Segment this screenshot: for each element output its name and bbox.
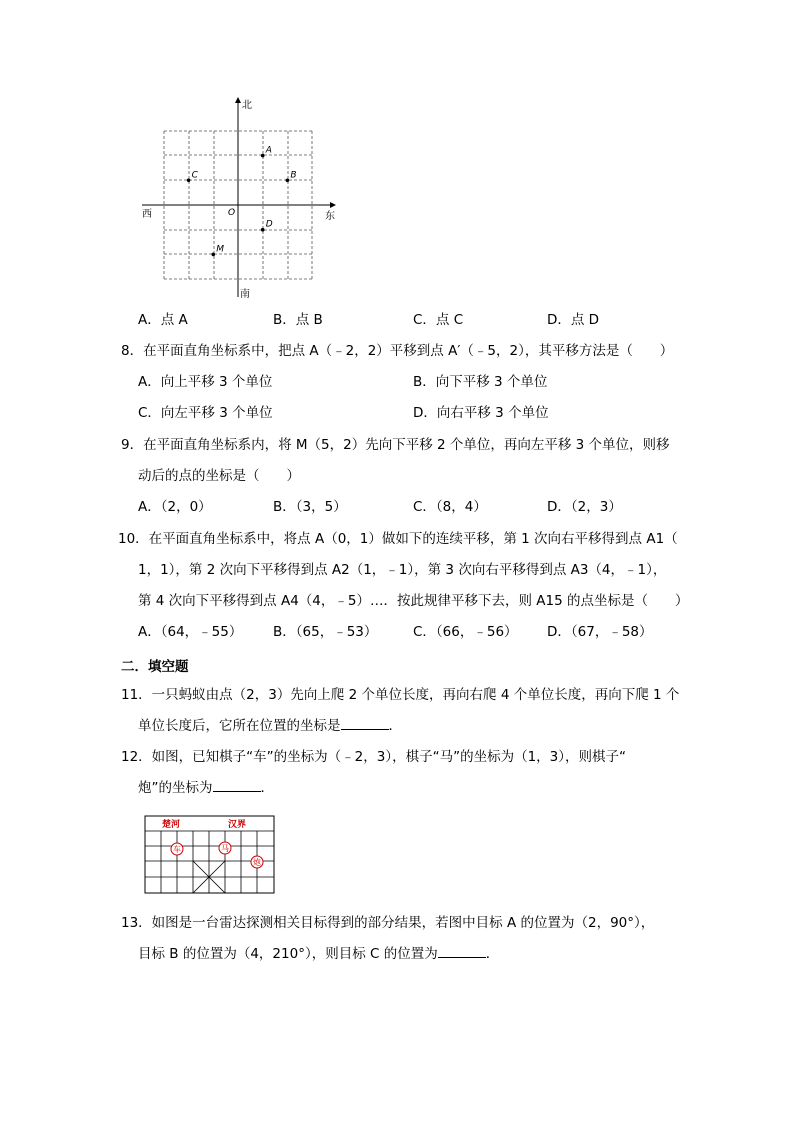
chess-river-left: 楚河: [162, 820, 181, 830]
grid-point-d: [261, 228, 265, 232]
q13-stem-line1: 13．如图是一台雷达探测相关目标得到的部分结果，若图中目标 A 的位置为（2，90°），: [121, 915, 655, 931]
chess-piece-ma-label: 马: [221, 844, 229, 853]
q13-stem-line2: [138, 945, 499, 963]
q11-stem-line1: 11．一只蚂蚁由点（2，3）先向上爬 2 个单位长度，再向右爬 4 个单位长度，再向下爬 1 个: [121, 687, 680, 703]
q10-option-c: C．（66，﹣56）: [413, 624, 518, 640]
q13-answer-blank: [438, 945, 486, 958]
q12-stem-line1: 12．如图，已知棋子“车”的坐标为（﹣2，3），棋子“马”的坐标为（1，3），则棋子“: [121, 749, 627, 765]
grid-point-label-c: C: [191, 170, 198, 181]
q7-option-b: B．点 B: [273, 312, 323, 328]
q9-option-d: D．（2，3）: [547, 499, 622, 515]
q8-option-d: D．向右平移 3 个单位: [413, 405, 549, 421]
q8-stem: 8．在平面直角坐标系中，把点 A（﹣2，2）平移到点 A′（﹣5，2），其平移方法是（ ）: [121, 343, 674, 359]
q11-stem-line2: [138, 717, 402, 735]
q10-stem-line3: 第 4 次向下平移得到点 A4（4，﹣5）…．按此规律平移下去，则 A15 的点坐标是（ ）: [138, 593, 689, 609]
west-label: 西: [142, 209, 152, 220]
south-label: 南: [240, 289, 250, 300]
chess-board-figure: [144, 815, 276, 895]
grid-point-label-d: D: [265, 219, 273, 230]
q13-stem-text: 目标 B 的位置为（4，210°），则目标 C 的位置为: [138, 946, 438, 962]
q11-end-punct: ．: [388, 718, 402, 734]
section-heading: 二．填空题: [121, 659, 189, 675]
q8-option-a: A．向上平移 3 个单位: [138, 374, 273, 390]
q12-stem-text: 炮”的坐标为: [138, 780, 213, 796]
q9-option-b: B．（3，5）: [273, 499, 347, 515]
grid-point-label-a: A: [265, 145, 272, 156]
grid-point-a: [261, 154, 265, 158]
east-label: 东: [325, 211, 335, 222]
grid-point-b: [286, 179, 290, 183]
q7-option-d: D．点 D: [547, 312, 600, 328]
q10-option-d: D．（67，﹣58）: [547, 624, 653, 640]
q9-stem-line2: 动后的点的坐标是（ ）: [138, 468, 300, 484]
direction-grid-figure: [140, 95, 340, 305]
q12-end-punct: ．: [260, 780, 274, 796]
north-label: 北: [242, 100, 252, 111]
grid-point-label-m: M: [216, 244, 225, 255]
q9-stem-line1: 9．在平面直角坐标系内，将 M（5，2）先向下平移 2 个单位，再向左平移 3 个单位，则移: [121, 437, 670, 453]
q11-answer-blank: [341, 717, 389, 730]
q8-option-b: B．向下平移 3 个单位: [413, 374, 548, 390]
q10-option-b: B．（65，﹣53）: [273, 624, 378, 640]
chess-river-right: 汉界: [228, 820, 247, 830]
q9-option-a: A．（2，0）: [138, 499, 212, 515]
q13-end-punct: ．: [485, 946, 500, 962]
q10-stem-line1: 10．在平面直角坐标系中，将点 A（0，1）做如下的连续平移，第 1 次向右平移得到点 A1（: [118, 531, 678, 547]
grid-point-c: [187, 179, 191, 183]
chess-piece-pao-label: 炮: [253, 858, 261, 867]
q7-option-a: A．点 A: [138, 312, 188, 328]
origin-label: O: [228, 208, 236, 218]
chess-piece-che-label: 车: [173, 845, 181, 854]
q12-answer-blank: [213, 779, 261, 792]
q10-stem-line2: 1，1），第 2 次向下平移得到点 A2（1，﹣1），第 3 次向右平移得到点 A3（4，﹣1），: [138, 562, 667, 578]
q11-stem-text: 单位长度后，它所在位置的坐标是: [138, 718, 341, 734]
q7-option-c: C．点 C: [413, 312, 464, 328]
q12-stem-line2: [138, 779, 274, 797]
q9-option-c: C．（8，4）: [413, 499, 487, 515]
q10-option-a: A．（64，﹣55）: [138, 624, 243, 640]
grid-point-label-b: B: [290, 170, 297, 181]
q8-option-c: C．向左平移 3 个单位: [138, 405, 273, 421]
grid-point-m: [212, 253, 216, 257]
